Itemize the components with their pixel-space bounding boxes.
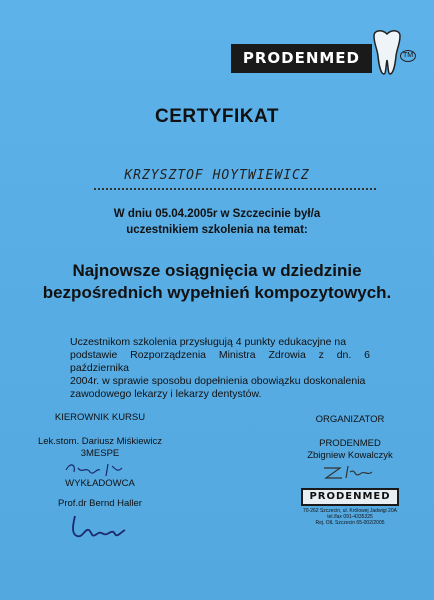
organizator-name: PRODENMED: [319, 438, 381, 449]
organizator-signature: [310, 462, 390, 482]
kierownik-label: KIEROWNIK KURSU: [54, 412, 146, 423]
body-line-3: 2004r. w sprawie sposobu dopełnienia obowiązku doskonalenia: [70, 375, 366, 387]
body-line-4: zawodowego lekarzy i lekarzy dentystów.: [70, 388, 262, 400]
training-topic: [0, 260, 434, 304]
body-line-1: Uczestnikom szkolenia przysługują 4 punkty edukacyjne na: [70, 336, 347, 348]
logo-brand-text: PRODENMED: [231, 44, 372, 73]
wykladowca-label: WYKŁADOWCA: [65, 478, 135, 489]
wykladowca-name: Prof.dr Bernd Haller: [58, 498, 142, 509]
body-line-2: podstawie Rozporządzenia Ministra Zdrowia z dn. 6 października: [70, 349, 370, 374]
stamp-brand: PRODENMED: [301, 488, 398, 506]
kierownik-org: 3MESPE: [80, 448, 120, 459]
trademark-badge: TM: [400, 50, 416, 62]
organizator-person: Zbigniew Kowalczyk: [307, 450, 393, 461]
intro-text: [0, 206, 434, 238]
tooth-icon: [370, 30, 404, 76]
intro-line-1: W dniu 05.04.2005r w Szczecinie był/a: [113, 208, 321, 220]
company-stamp: [290, 488, 410, 526]
stamp-line-3: Rej. OIL Szczecin 65-002/2005: [315, 520, 385, 526]
stamp-line-2: tel./fax 091-4335325: [327, 514, 373, 520]
prodenmed-logo: [231, 30, 416, 76]
wykladowca-signature: [55, 510, 145, 544]
kierownik-signature: [60, 460, 140, 478]
topic-line-1: Najnowsze osiągnięcia w dziedzinie: [72, 261, 362, 280]
stamp-line-1: 70-262 Szczecin, ul. Królowej Jadwigi 20A: [303, 508, 397, 514]
right-signatures: [290, 414, 410, 526]
certificate-title: CERTYFIKAT: [155, 106, 279, 127]
recipient-name: KRZYSZTOF HOYTWIEWICZ: [124, 168, 310, 183]
stamp-details: [290, 508, 410, 526]
topic-line-2: bezpośrednich wypełnień kompozytowych.: [42, 283, 392, 302]
organizator-label: ORGANIZATOR: [315, 414, 385, 425]
kierownik-name: Lek.stom. Dariusz Miśkiewicz: [37, 436, 163, 447]
intro-line-2: uczestnikiem szkolenia na temat:: [126, 224, 308, 236]
body-text: [70, 336, 370, 401]
left-signatures: [30, 412, 170, 544]
name-dotted-line: [94, 188, 376, 190]
